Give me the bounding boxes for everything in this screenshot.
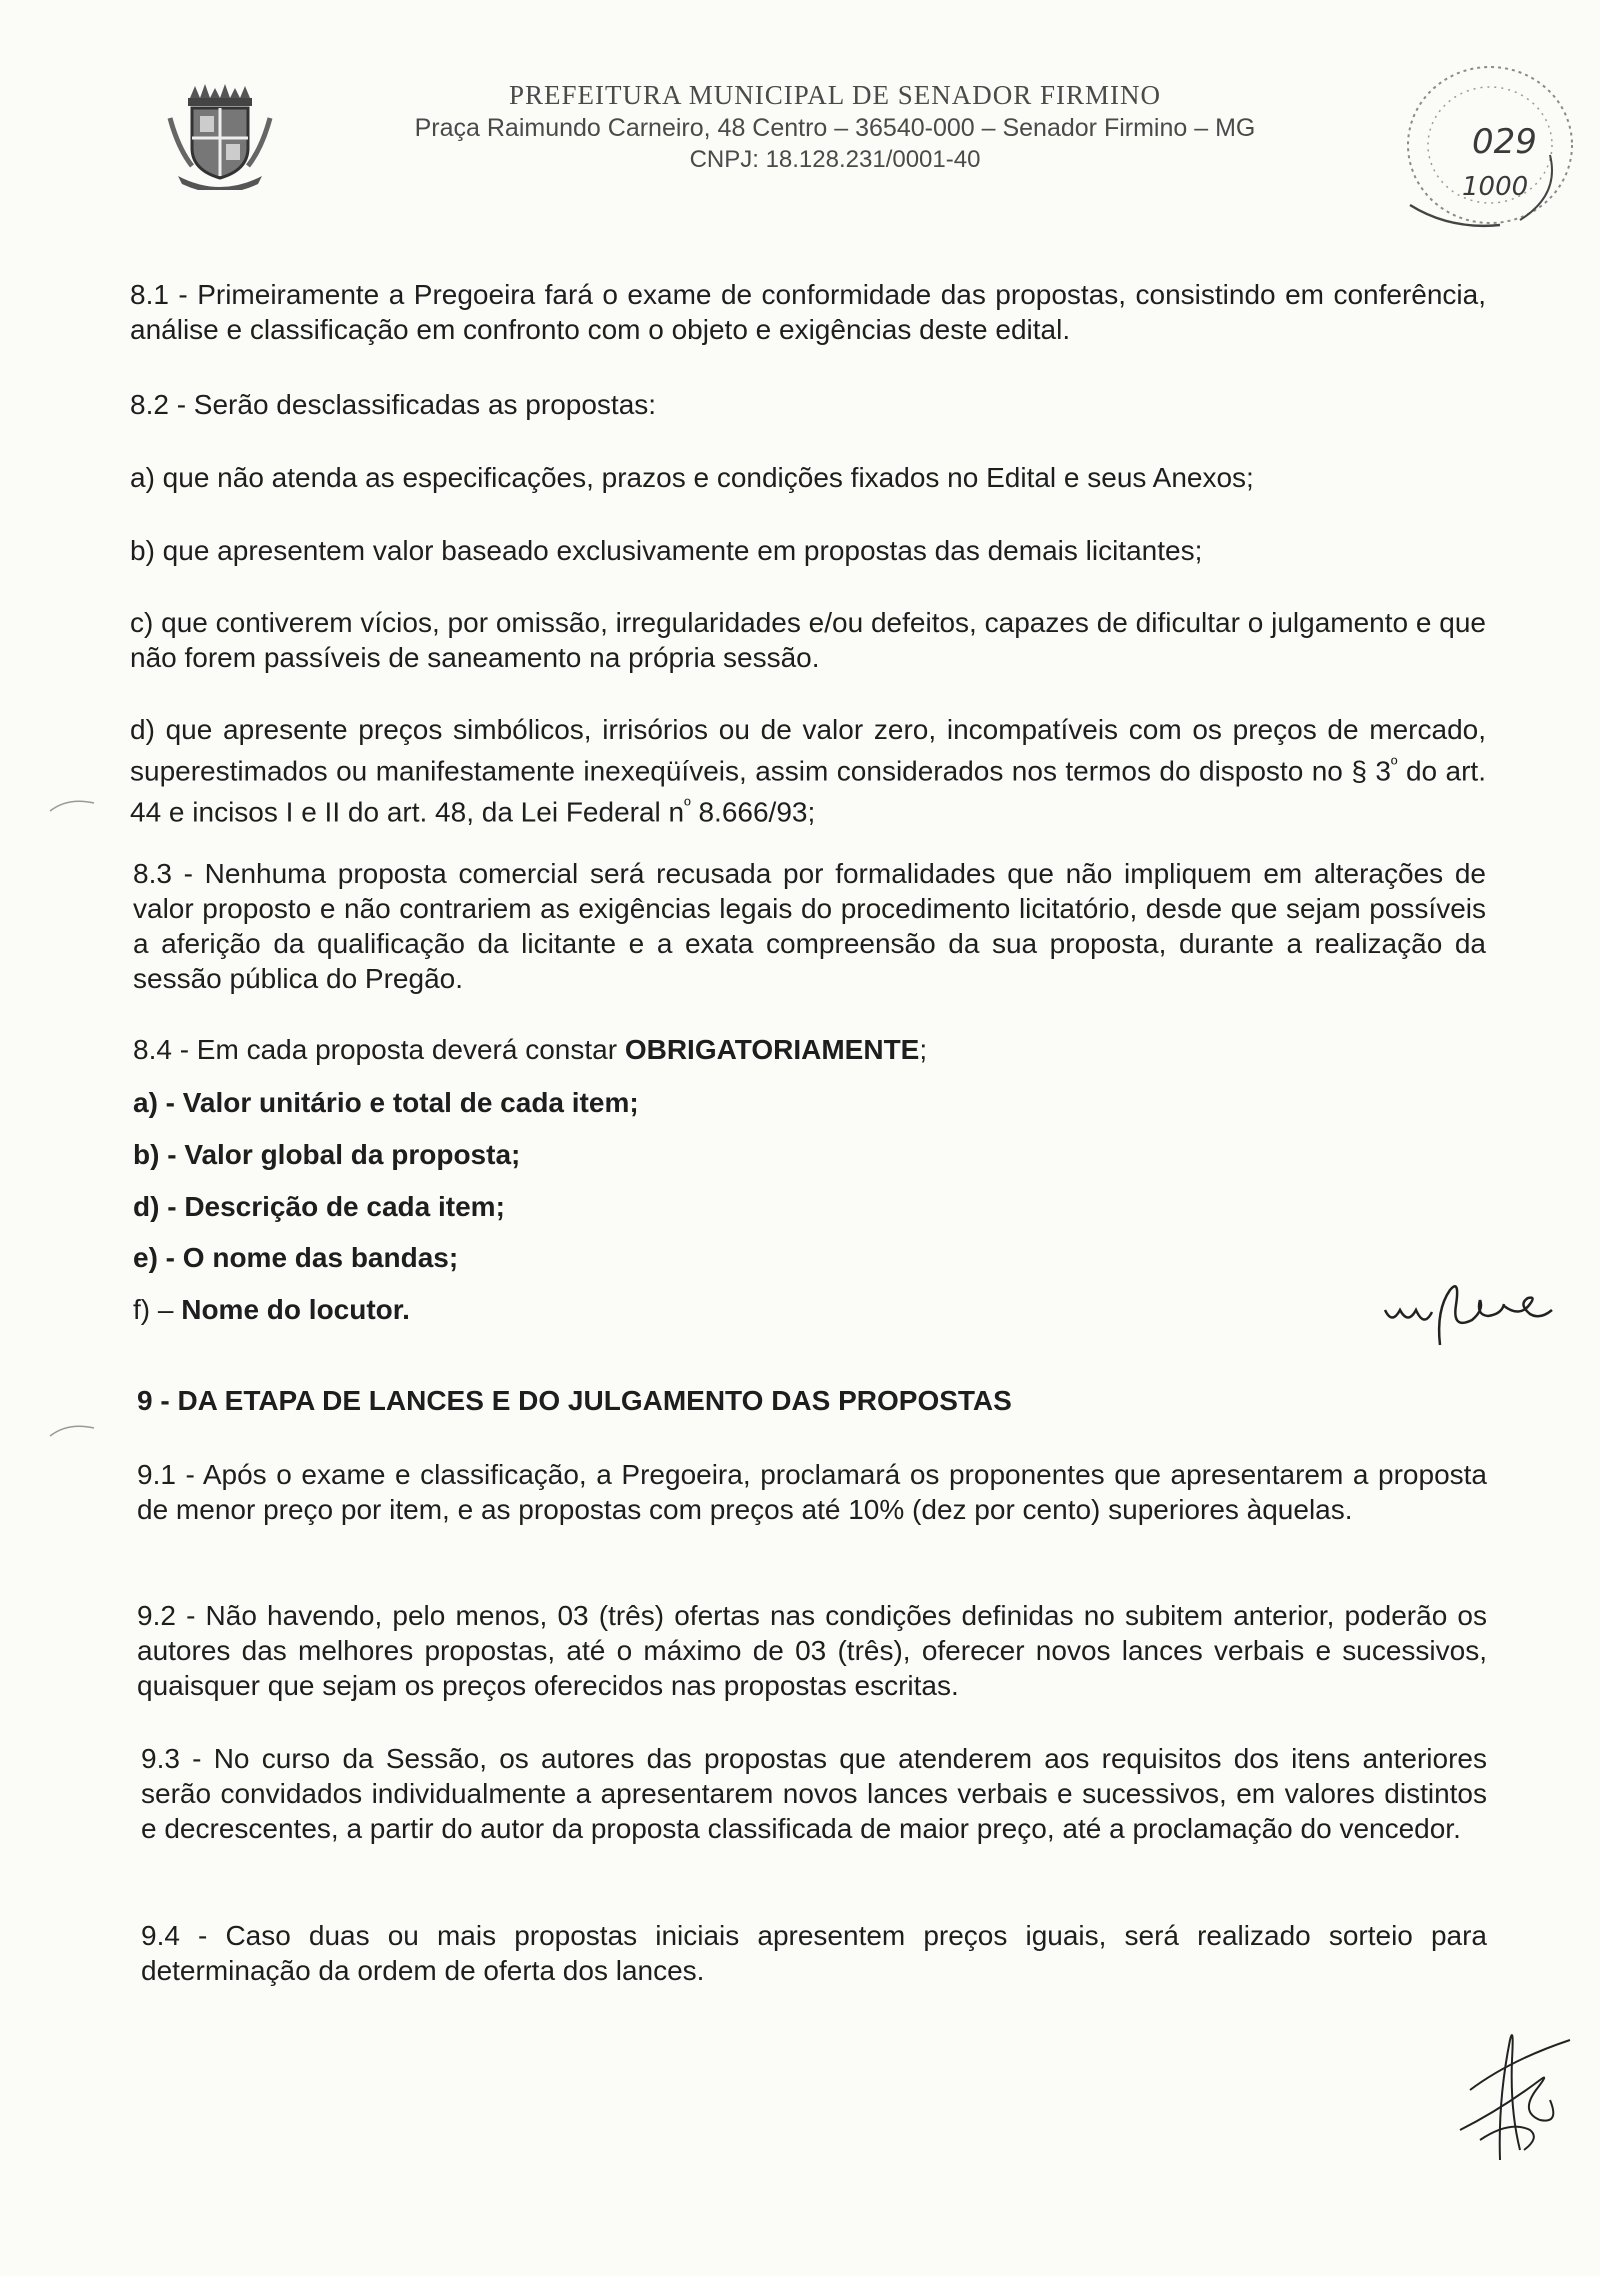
list-item bbox=[133, 1292, 410, 1327]
handwritten-signature-icon bbox=[1440, 2020, 1580, 2170]
stamp-page-number: 029 bbox=[1472, 122, 1537, 162]
list-item bbox=[133, 1137, 520, 1172]
superscript-ordinal-2: º bbox=[684, 795, 691, 816]
paragraph-8-2-a: a) que não atenda as especificações, prazos e condições fixados no Edital e seus Anexos; bbox=[130, 462, 1254, 493]
paragraph-8-4-emphasis: OBRIGATORIAMENTE bbox=[624, 1034, 920, 1065]
list-item-text: O nome das bandas; bbox=[182, 1242, 459, 1273]
paragraph-8-4 bbox=[133, 1032, 1486, 1067]
stamp-folio: 1000 bbox=[1462, 172, 1529, 202]
paragraph-8-4-tail: ; bbox=[919, 1034, 928, 1065]
list-item-key: e) - bbox=[133, 1242, 183, 1273]
list-item-text: Descrição de cada item; bbox=[184, 1191, 505, 1222]
paragraph-8-2-d-text: d) que apresente preços simbólicos, irrisórios ou de valor zero, incompatíveis com os preços de mercado, superestimados ou manifestamente inexeqüíveis, assim considerados nos termos do disposto no § 3 bbox=[130, 714, 1486, 787]
letterhead-address: Praça Raimundo Carneiro, 48 Centro – 36540-000 – Senador Firmino – MG bbox=[414, 114, 1256, 142]
paragraph-9-1: 9.1 - Após o exame e classificação, a Pregoeira, proclamará os proponentes que apresentarem a proposta de menor preço por item, e as propostas com preços até 10% (dez por cento) superiores àquelas. bbox=[137, 1459, 1487, 1525]
list-item-key: d) - bbox=[133, 1191, 185, 1222]
margin-mark-icon bbox=[48, 795, 98, 815]
paragraph-8-2-d-text-2: do art. 44 e incisos I e II do art. 48, da Lei Federal n bbox=[130, 755, 1486, 828]
paragraph-8-3: 8.3 - Nenhuma proposta comercial será recusada por formalidades que não impliquem em alterações de valor proposto e não contrariem as exigências legais do procedimento licitatório, desde que sejam possíveis a aferição da qualificação da licitante e a exata compreensão da sua proposta, durante a realização da sessão pública do Pregão. bbox=[133, 858, 1486, 994]
list-item-text: Valor global da proposta; bbox=[184, 1139, 521, 1170]
list-item-key: a) - bbox=[133, 1087, 183, 1118]
list-item-key: f) – bbox=[133, 1294, 182, 1325]
paragraph-8-1: 8.1 - Primeiramente a Pregoeira fará o exame de conformidade das propostas, consistindo em conferência, análise e classificação em confronto com o objeto e exigências deste edital. bbox=[130, 279, 1486, 345]
letterhead bbox=[330, 78, 1340, 176]
paragraph-8-2: 8.2 - Serão desclassificadas as propostas: bbox=[130, 389, 657, 420]
handwritten-initials-icon bbox=[1380, 1270, 1560, 1360]
list-item bbox=[133, 1189, 505, 1224]
paragraph-8-2-c: c) que contiverem vícios, por omissão, irregularidades e/ou defeitos, capazes de dificultar o julgamento e que não forem passíveis de saneamento na própria sessão. bbox=[130, 607, 1486, 673]
margin-mark-icon bbox=[48, 1420, 98, 1440]
superscript-ordinal: º bbox=[1390, 754, 1398, 774]
list-item-text: Nome do locutor. bbox=[181, 1294, 410, 1325]
paragraph-8-2-d bbox=[130, 712, 1486, 830]
letterhead-organization: PREFEITURA MUNICIPAL DE SENADOR FIRMINO bbox=[508, 80, 1162, 110]
paragraph-9-2: 9.2 - Não havendo, pelo menos, 03 (três) ofertas nas condições definidas no subitem anterior, poderão os autores das melhores propostas, até o máximo de 03 (três), oferecer novos lances verbais e sucessivos, quaisquer que sejam os preços oferecidos nas propostas escritas. bbox=[137, 1600, 1487, 1701]
letterhead-cnpj: CNPJ: 18.128.231/0001-40 bbox=[689, 146, 981, 173]
list-item-key: b) - bbox=[133, 1139, 185, 1170]
paragraph-8-2-b: b) que apresentem valor baseado exclusivamente em propostas das demais licitantes; bbox=[130, 535, 1203, 566]
list-item-text: Valor unitário e total de cada item; bbox=[182, 1087, 639, 1118]
section-9-heading: 9 - DA ETAPA DE LANCES E DO JULGAMENTO DAS PROPOSTAS bbox=[137, 1385, 1012, 1416]
page-number-stamp bbox=[1380, 55, 1580, 245]
municipal-crest-icon bbox=[160, 78, 280, 190]
list-item bbox=[133, 1240, 458, 1275]
paragraph-8-4-lead: 8.4 - Em cada proposta deverá constar bbox=[133, 1034, 625, 1065]
paragraph-9-4: 9.4 - Caso duas ou mais propostas iniciais apresentem preços iguais, será realizado sorteio para determinação da ordem de oferta dos lances. bbox=[141, 1920, 1487, 1986]
paragraph-8-2-d-text-3: 8.666/93; bbox=[690, 796, 816, 828]
list-item bbox=[133, 1085, 639, 1120]
paragraph-9-3: 9.3 - No curso da Sessão, os autores das propostas que atenderem aos requisitos dos itens anteriores serão convidados individualmente a apresentarem novos lances verbais e sucessivos, em valores distintos e decrescentes, a partir do autor da proposta classificada de maior preço, até a proclamação do vencedor. bbox=[141, 1743, 1487, 1844]
